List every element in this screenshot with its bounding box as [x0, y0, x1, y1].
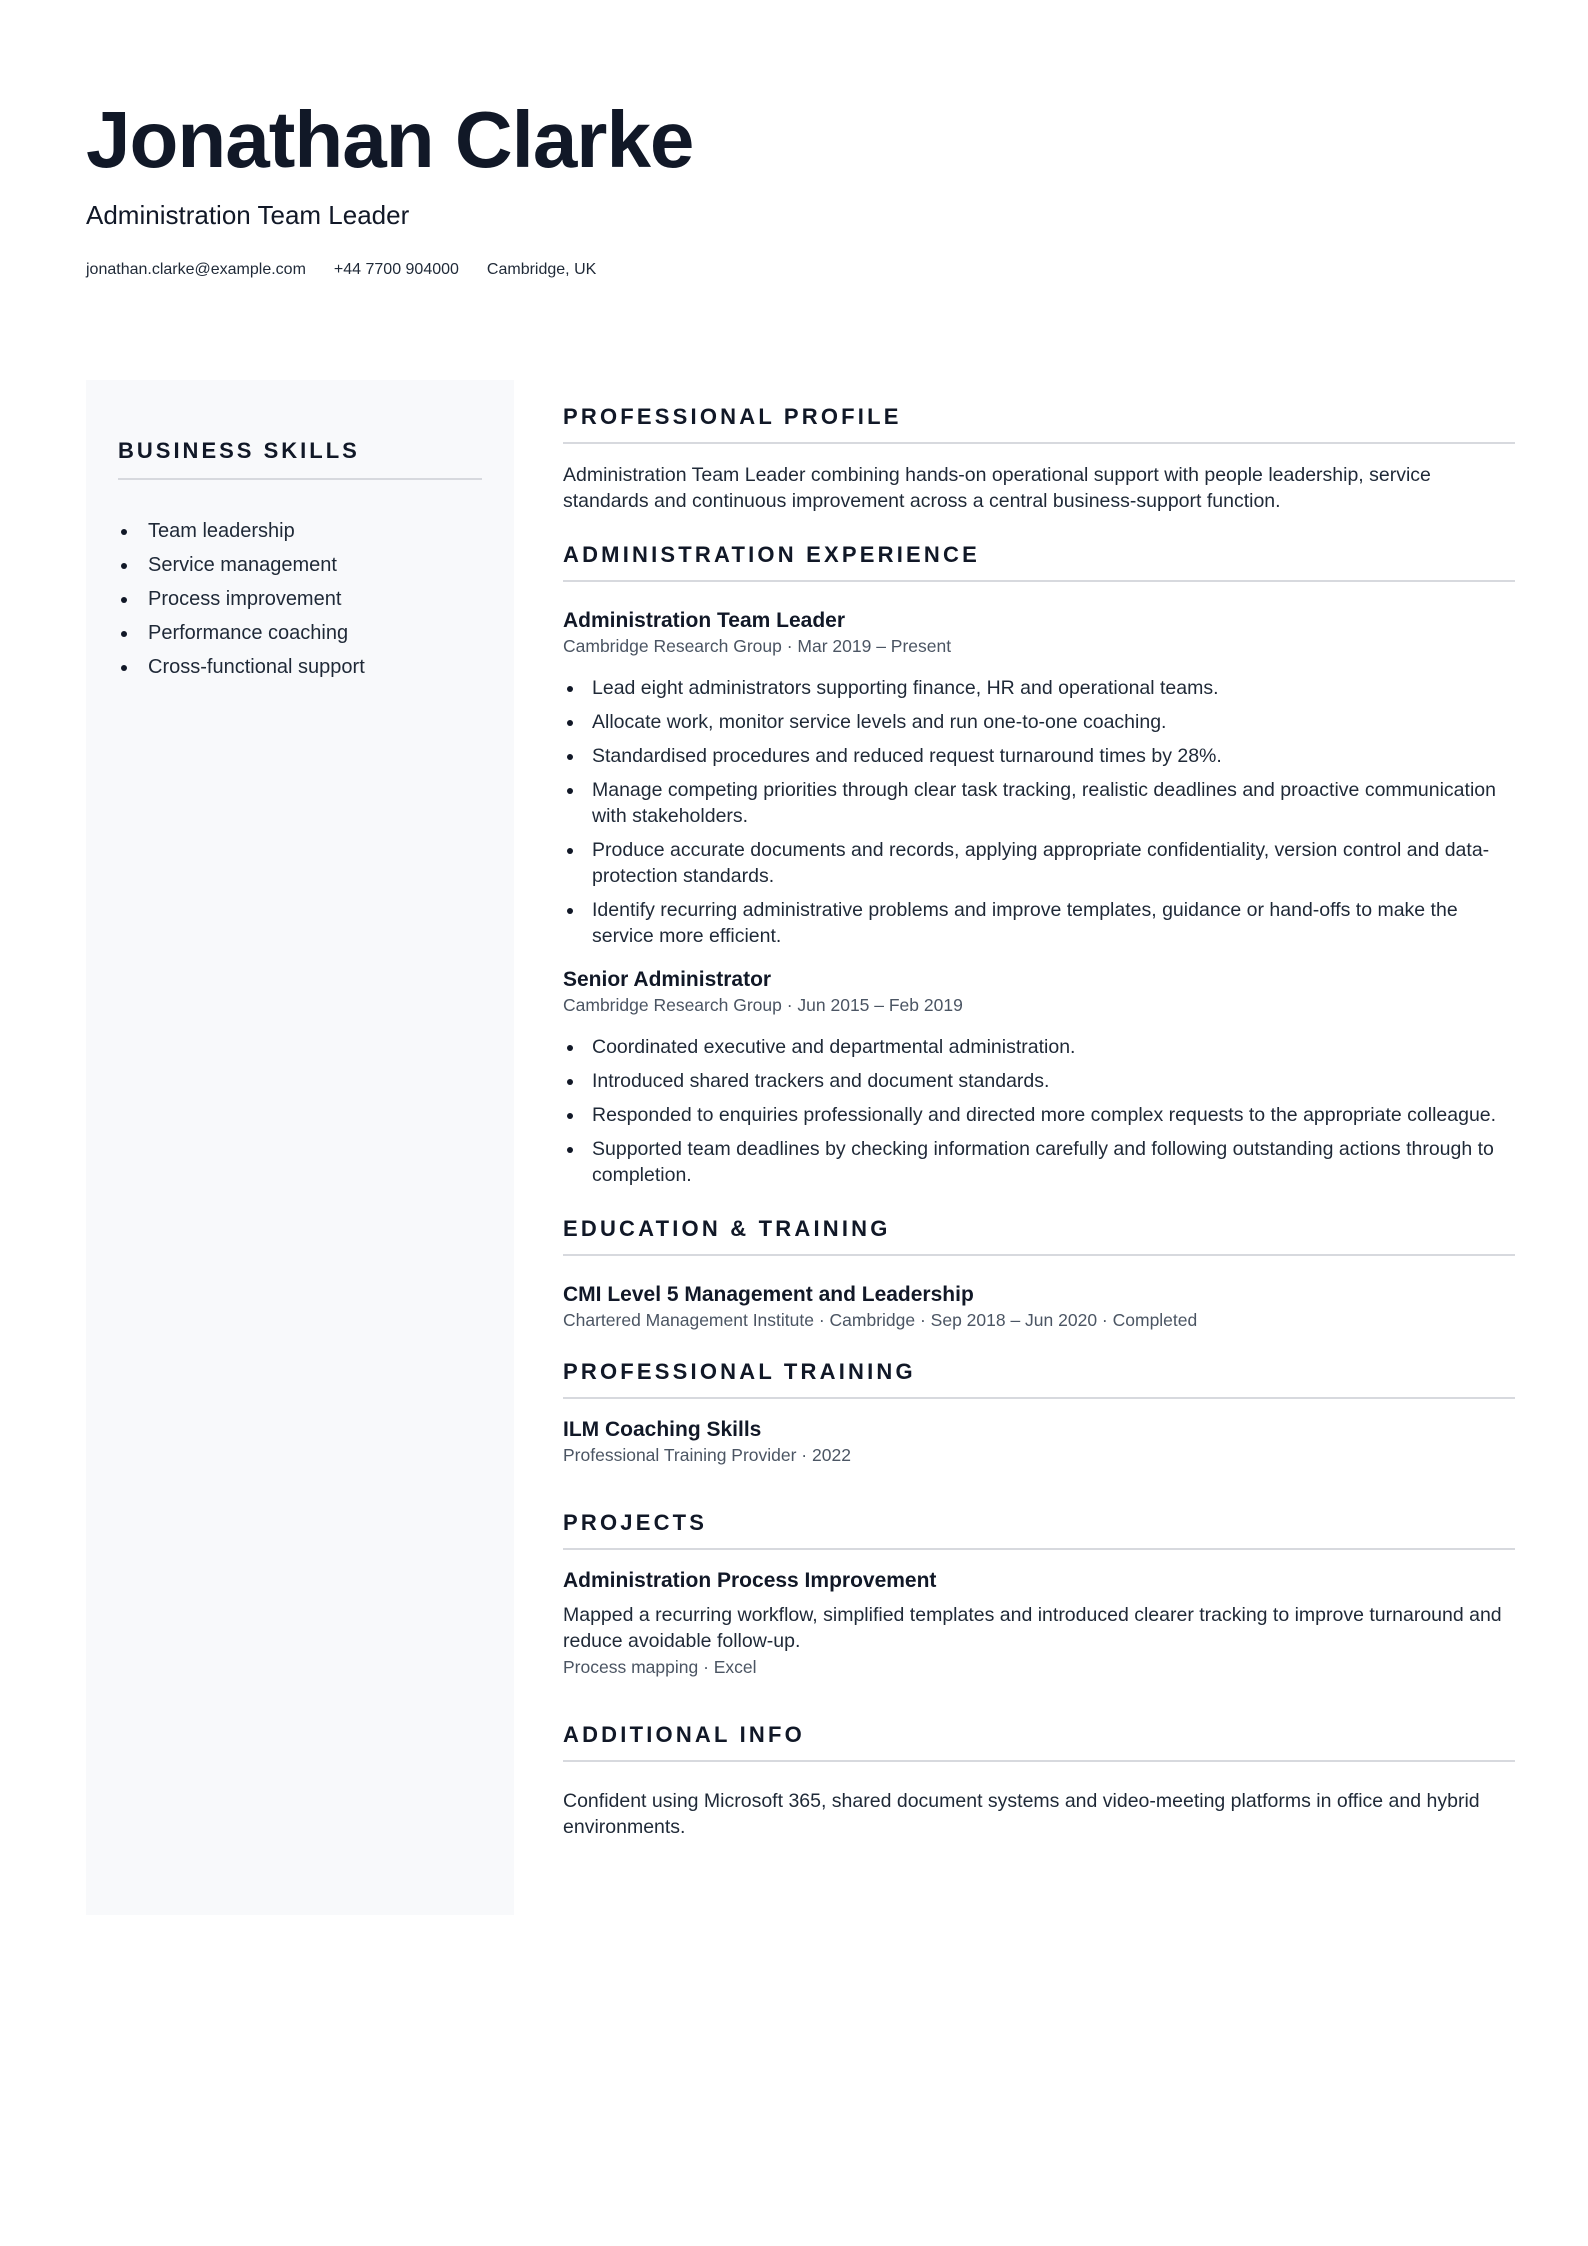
- training-meta: Professional Training Provider · 2022: [563, 1445, 851, 1465]
- experience-heading: ADMINISTRATION EXPERIENCE: [563, 542, 1515, 582]
- project-title: Administration Process Improvement: [563, 1569, 937, 1592]
- job-bullet: Allocate work, monitor service levels and run one-to-one coaching.: [563, 709, 1515, 735]
- education-meta: Chartered Management Institute · Cambridge · Sep 2018 – Jun 2020 · Completed: [563, 1310, 1198, 1330]
- profile-heading: PROFESSIONAL PROFILE: [563, 404, 1515, 444]
- job-bullet: Identify recurring administrative problems and improve templates, guidance or hand-offs to make the service more efficient.: [563, 897, 1515, 949]
- main-column: [563, 404, 1515, 1868]
- education-section: [563, 1216, 1515, 1331]
- training-heading: PROFESSIONAL TRAINING: [563, 1359, 1515, 1399]
- additional-text: Confident using Microsoft 365, shared document systems and video-meeting platforms in office and hybrid environments.: [563, 1790, 1480, 1838]
- education-entry: [563, 1282, 1515, 1331]
- profile-section: [563, 404, 1515, 514]
- skill-item: Service management: [118, 548, 482, 582]
- job-bullet: Manage competing priorities through clear task tracking, realistic deadlines and proactive communication with stakeholders.: [563, 777, 1515, 829]
- project-description: Mapped a recurring workflow, simplified templates and introduced clearer tracking to improve turnaround and reduce avoidable follow-up.: [563, 1604, 1502, 1652]
- job-title: Administration Team Leader: [563, 609, 846, 632]
- skill-item: Process improvement: [118, 582, 482, 616]
- projects-section: [563, 1510, 1515, 1678]
- job-bullets: [563, 675, 1515, 949]
- project-tags: Process mapping · Excel: [563, 1657, 757, 1677]
- skills-list: [118, 514, 482, 684]
- education-heading: EDUCATION & TRAINING: [563, 1216, 1515, 1256]
- additional-heading: ADDITIONAL INFO: [563, 1722, 1515, 1762]
- job-bullet: Lead eight administrators supporting finance, HR and operational teams.: [563, 675, 1515, 701]
- experience-section: [563, 542, 1515, 1188]
- contact-location: Cambridge, UK: [486, 261, 597, 278]
- job-title: Senior Administrator: [563, 968, 772, 991]
- job-bullet: Produce accurate documents and records, applying appropriate confidentiality, version control and data-protection standards.: [563, 837, 1515, 889]
- job-meta: Cambridge Research Group · Mar 2019 – Present: [563, 636, 952, 656]
- job-entry: [563, 967, 1515, 1188]
- skill-item: Performance coaching: [118, 616, 482, 650]
- job-bullet: Standardised procedures and reduced request turnaround times by 28%.: [563, 743, 1515, 769]
- candidate-role: Administration Team Leader: [86, 200, 410, 230]
- additional-section: [563, 1722, 1515, 1840]
- skills-heading: BUSINESS SKILLS: [118, 438, 482, 480]
- training-title: ILM Coaching Skills: [563, 1418, 762, 1441]
- candidate-name: Jonathan Clarke: [86, 95, 694, 184]
- projects-heading: PROJECTS: [563, 1510, 1515, 1550]
- training-entry: [563, 1417, 1515, 1466]
- job-bullets: [563, 1034, 1515, 1188]
- resume-header: [86, 92, 1506, 279]
- education-title: CMI Level 5 Management and Leadership: [563, 1283, 974, 1306]
- contact-line: [86, 261, 1506, 279]
- job-meta: Cambridge Research Group · Jun 2015 – Feb 2019: [563, 995, 963, 1015]
- profile-text: Administration Team Leader combining hands-on operational support with people leadership, service standards and continuous improvement across a central business-support function.: [563, 464, 1431, 512]
- job-bullet: Coordinated executive and departmental administration.: [563, 1034, 1515, 1060]
- contact-phone: +44 7700 904000: [333, 261, 459, 278]
- job-bullet: Introduced shared trackers and document standards.: [563, 1068, 1515, 1094]
- skills-sidebar: [86, 380, 514, 1915]
- job-bullet: Supported team deadlines by checking information carefully and following outstanding actions through to completion.: [563, 1136, 1515, 1188]
- contact-email: jonathan.clarke@example.com: [86, 261, 306, 278]
- job-bullet: Responded to enquiries professionally and directed more complex requests to the appropriate colleague.: [563, 1102, 1515, 1128]
- skill-item: Team leadership: [118, 514, 482, 548]
- training-section: [563, 1359, 1515, 1466]
- job-entry: [563, 608, 1515, 949]
- skill-item: Cross-functional support: [118, 650, 482, 684]
- project-entry: [563, 1568, 1515, 1678]
